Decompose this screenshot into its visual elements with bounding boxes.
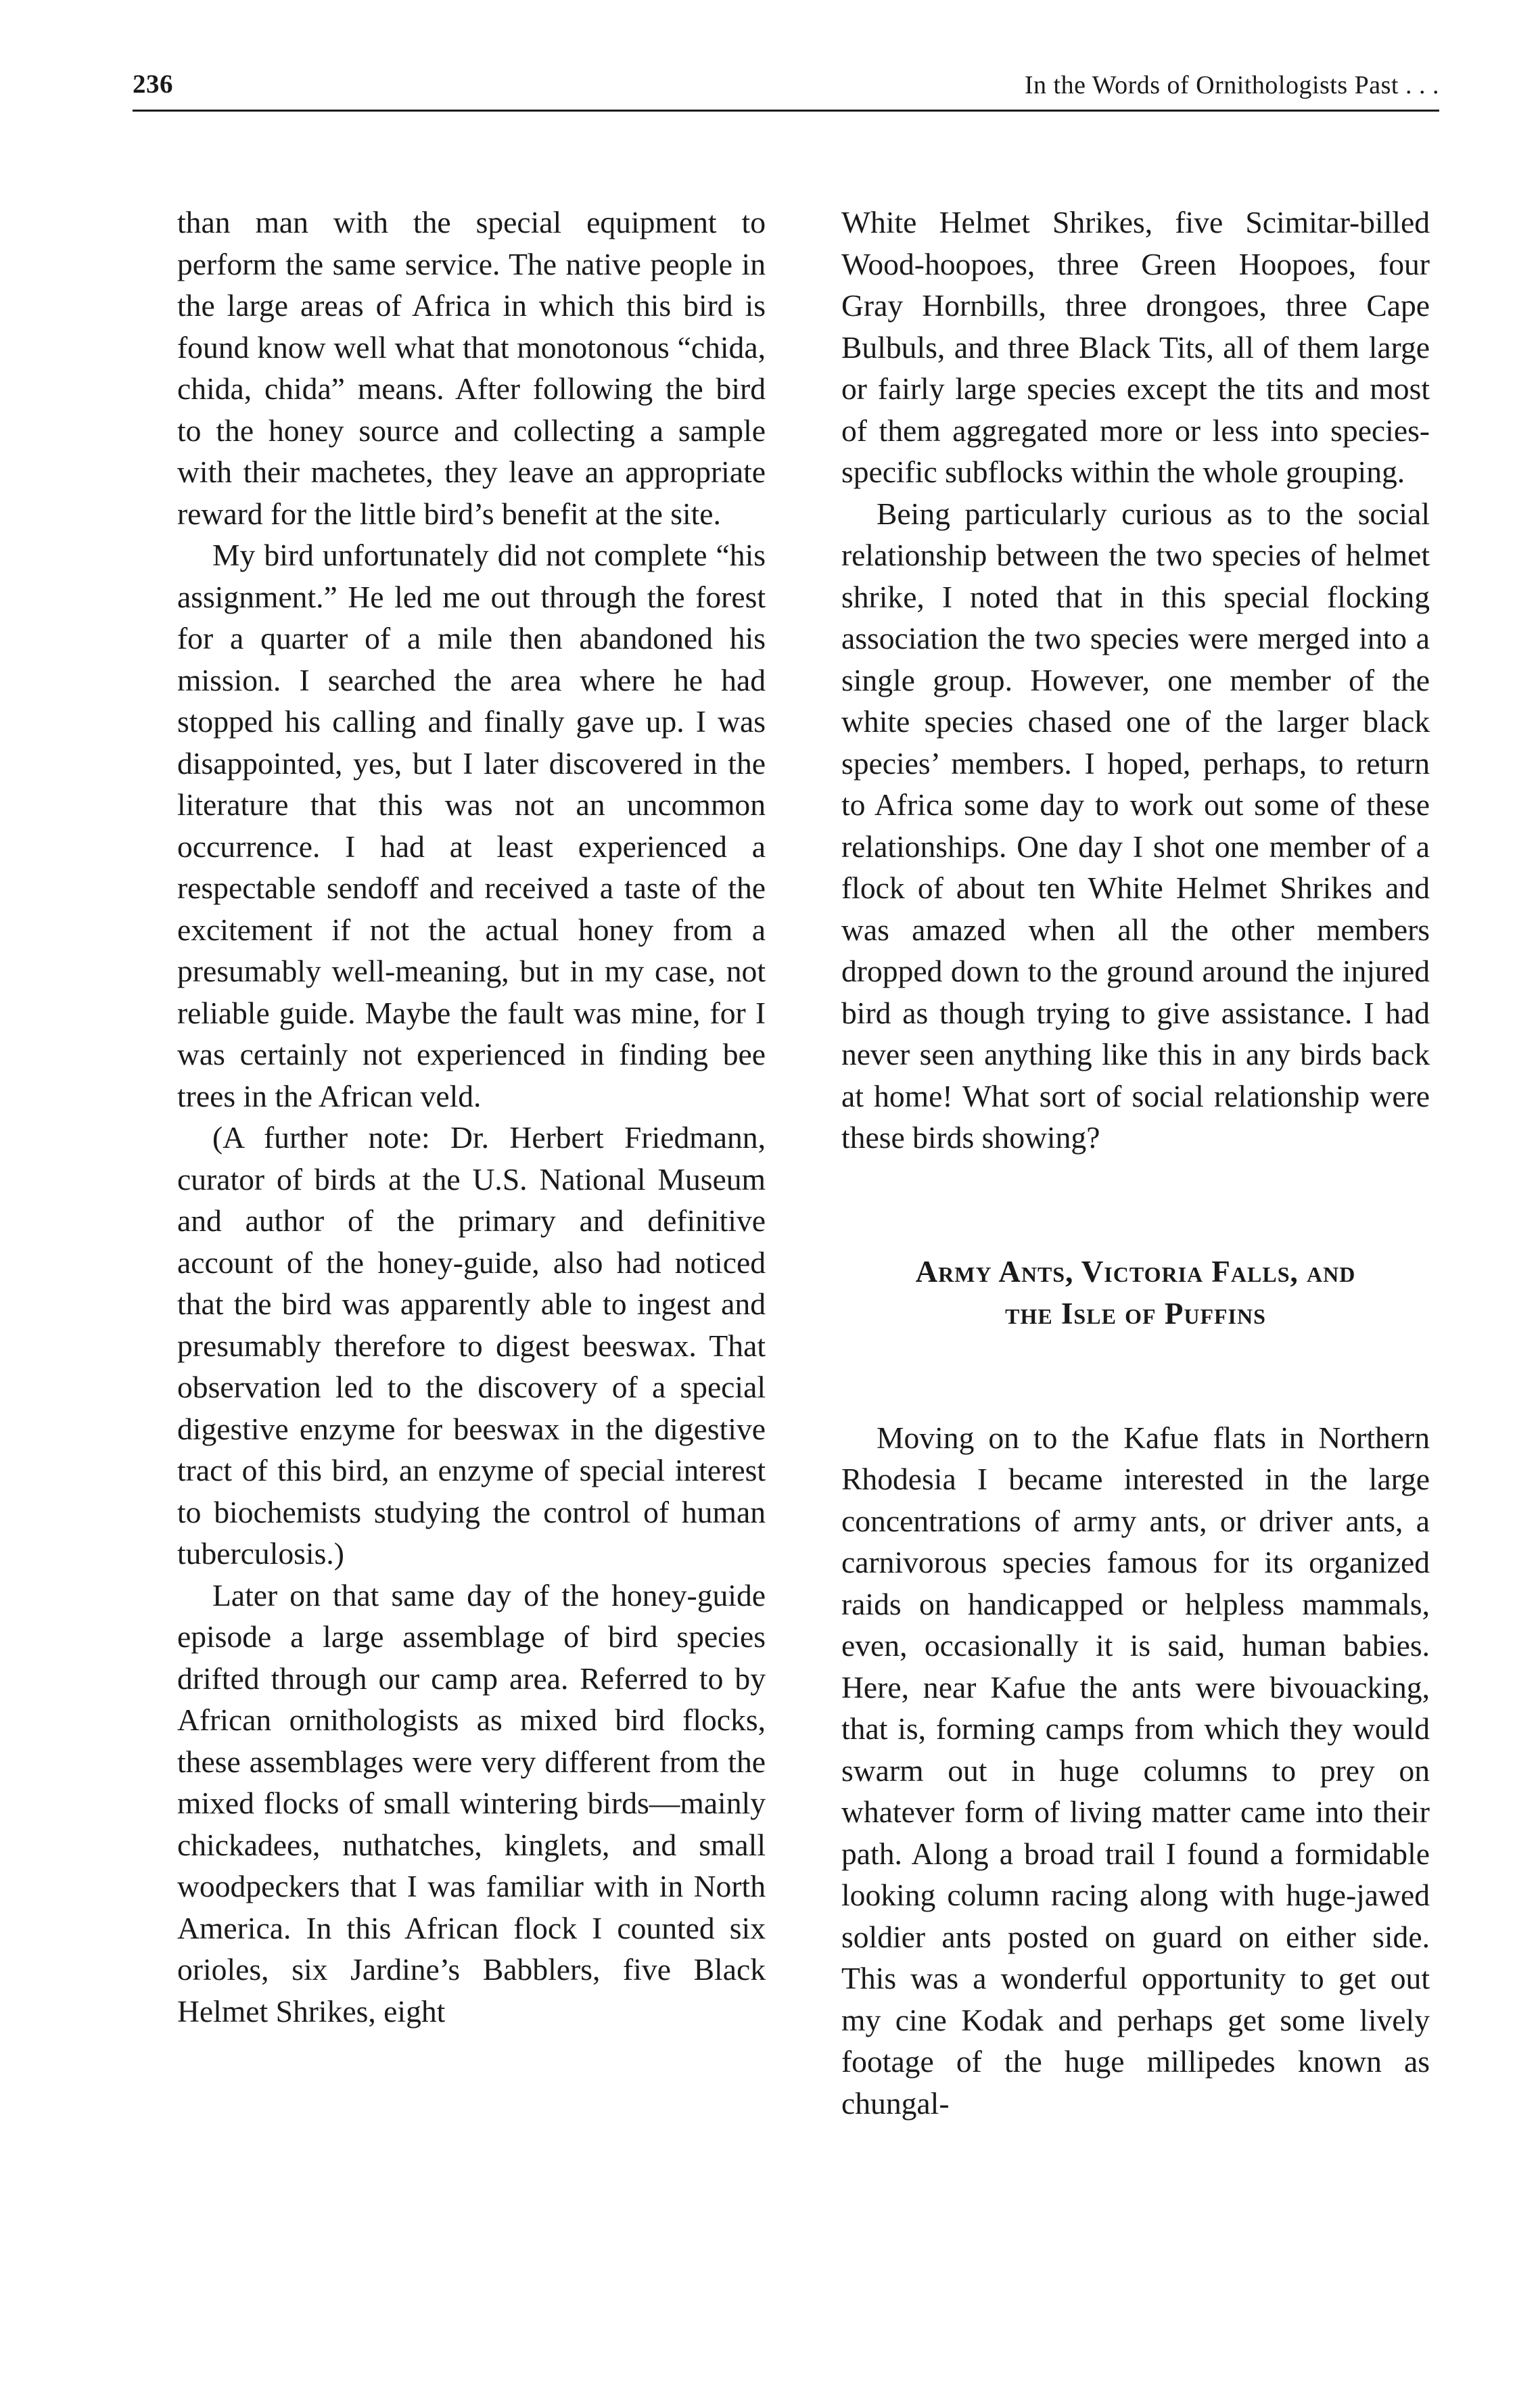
section-heading-line: Army Ants, Victoria Falls, and bbox=[915, 1254, 1356, 1289]
page-number: 236 bbox=[133, 70, 173, 99]
paragraph: Moving on to the Kafue flats in Northern Rhodesia I became interested in the large concentrations of army ants, or driver ants, a carnivorous species famous for its organized raids on handicapped or helpless mammals, even, occasionally it is said, human babies. Here, near Kafue the ants were bivouacking, that is, forming camps from which they would swarm out in huge columns to prey on whatever form of living matter came into their path. Along a broad trail I found a formidable looking column racing along with huge-jawed soldier ants posted on guard on either side. This was a wonderful opportunity to get out my cine Kodak and perhaps get some lively footage of the huge millipedes known as chungal- bbox=[841, 1420, 1430, 2121]
right-column bbox=[841, 202, 1430, 2124]
paragraph: Being particularly curious as to the social relationship between the two species of helmet shrike, I noted that in this special flocking association the two species were merged into a single group. However, one member of the white species chased one of the larger black species’ members. I hoped, perhaps, to return to Africa some day to work out some of these relationships. One day I shot one member of a flock of about ten White Helmet Shrikes and was amazed when all the other members dropped down to the ground around the injured bird as though trying to give assistance. I had never seen anything like this in any birds back at home! What sort of social relationship were these birds showing? bbox=[841, 496, 1430, 1155]
running-head: In the Words of Ornithologists Past . . . bbox=[1024, 71, 1439, 99]
page-header bbox=[133, 65, 1439, 112]
paragraph: White Helmet Shrikes, five Scimitar-billed Wood-hoopoes, three Green Hoopoes, four Gray Hornbills, three drongoes, three Cape Bulbuls, and three Black Tits, all of them large or fairly large species except the tits and most of them aggregated more or less into species-specific subflocks within the whole grouping. bbox=[841, 205, 1430, 489]
section-heading-line: the Isle of Puffins bbox=[1005, 1296, 1266, 1330]
paragraph: (A further note: Dr. Herbert Friedmann, curator of birds at the U.S. National Museum and author of the primary and definitive account of the honey-guide, also had noticed that the bird was apparently able to ingest and presumably therefore to digest beeswax. That observation led to the discovery of a special digestive enzyme for beeswax in the digestive tract of this bird, an enzyme of special interest to biochemists studying the control of human tuberculosis.) bbox=[177, 1120, 766, 1571]
paragraph: than man with the special equipment to perform the same service. The native people in the large areas of Africa in which this bird is found know well what that monotonous “chida, chida, chida” means. After following the bird to the honey source and collecting a sample with their machetes, they leave an appropriate reward for the little bird’s benefit at the site. bbox=[177, 205, 766, 531]
section-heading bbox=[841, 1251, 1430, 1335]
left-column bbox=[177, 202, 766, 2032]
paragraph: Later on that same day of the honey-guide episode a large assemblage of bird species drifted through our camp area. Referred to by African ornithologists as mixed bird flocks, these assemblages were very different from the mixed flocks of small wintering birds—mainly chickadees, nuthatches, kinglets, and small woodpeckers that I was familiar with in North America. In this African flock I counted six orioles, six Jardine’s Babblers, five Black Helmet Shrikes, eight bbox=[177, 1577, 766, 2029]
paragraph: My bird unfortunately did not complete “his assignment.” He led me out through the forest for a quarter of a mile then abandoned his mission. I searched the area where he had stopped his calling and finally gave up. I was disappointed, yes, but I later discovered in the literature that this was not an uncommon occurrence. I had at least experienced a respectable sendoff and received a taste of the excitement if not the actual honey from a presumably well-meaning, but in my case, not reliable guide. Maybe the fault was mine, for I was certainly not experienced in finding bee trees in the African veld. bbox=[177, 538, 766, 1113]
